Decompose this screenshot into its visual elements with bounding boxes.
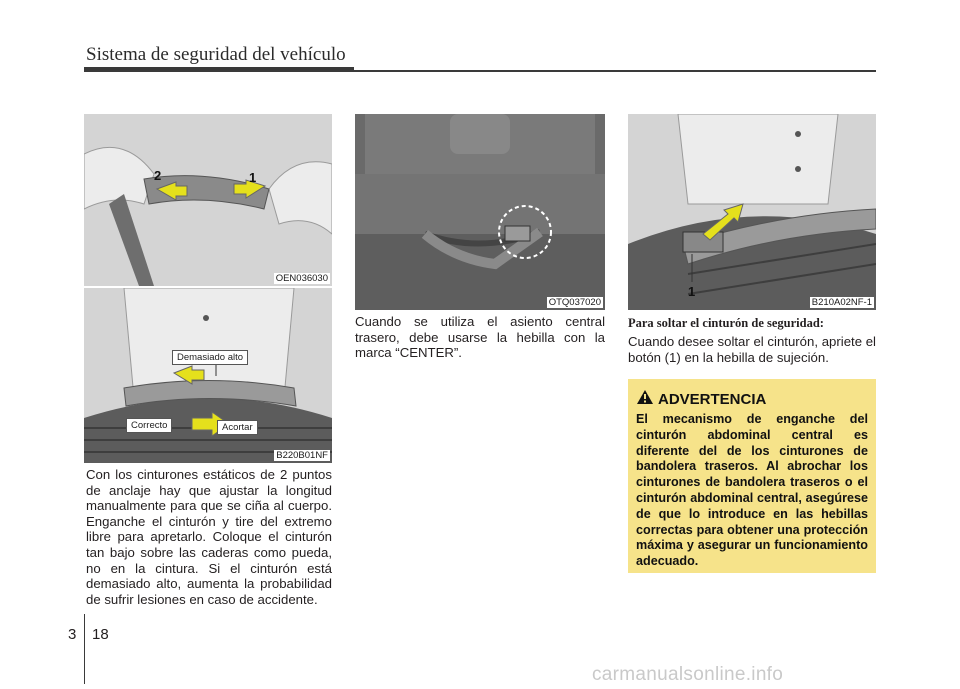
figure-code: OEN036030 [275,273,328,284]
buckle-release-illustration [628,114,876,310]
figure-code: B210A02NF-1 [811,297,872,308]
header-rule [84,70,876,72]
callout-1: 1 [688,284,696,299]
body-text-col1: Con los cinturones estáticos de 2 puntos de anclaje hay que ajustar la longitud manualmente para que se ciña al cuerpo. Enganche el cinturón y tire del extremo libre para apretarlo. Coloque el cinturón tan bajo sobre las caderas como pueda, no en la cintura. Si el cinturón está demasiado alto, aumenta la probabilidad de sufrir lesiones en caso de accidente. [86,467,332,607]
watermark: carmanualsonline.info [592,664,784,685]
label-too-high: Demasiado alto [172,350,248,365]
body-text-col3: Cuando desee soltar el cinturón, apriete el botón (1) en la hebilla de sujeción. [628,334,876,365]
rear-seat-illustration [355,114,605,310]
figure-code: OTQ037020 [548,297,601,308]
figure-buckle-release [628,114,876,310]
lap-belt-illustration [84,288,332,463]
subheading-release-belt: Para soltar el cinturón de seguridad: [628,316,824,330]
warning-text: El mecanismo de enganche del cinturón abdominal central es diferente del de los cinturones de bandolera traseros. Al abrochar los cinturones de bandolera traseros o el cinturón abdominal central, asegúrese de que lo introduce en las hebillas correctas para obtener una protección máxima y asegurar un funcionamiento adecuado. [636,412,868,569]
label-shorten: Acortar [217,420,258,435]
callout-1: 1 [249,170,257,185]
section-header-title: Sistema de seguridad del vehículo [86,44,346,65]
warning-box [628,379,876,573]
footer-rule [84,614,85,684]
callout-2: 2 [154,168,162,183]
page-number: 18 [92,626,109,643]
belt-adjust-illustration [84,114,332,286]
section-number: 3 [68,626,77,643]
warning-title: ADVERTENCIA [658,391,767,408]
figure-belt-adjust [84,114,332,286]
label-correct: Correcto [126,418,172,433]
body-text-col2: Cuando se utiliza el asiento central trasero, debe usarse la hebilla con la marca “CENTER”. [355,314,605,361]
figure-code: B220B01NF [276,450,328,461]
figure-rear-seat [355,114,605,310]
figure-lap-belt-position [84,288,332,463]
warning-triangle-icon [636,389,654,405]
